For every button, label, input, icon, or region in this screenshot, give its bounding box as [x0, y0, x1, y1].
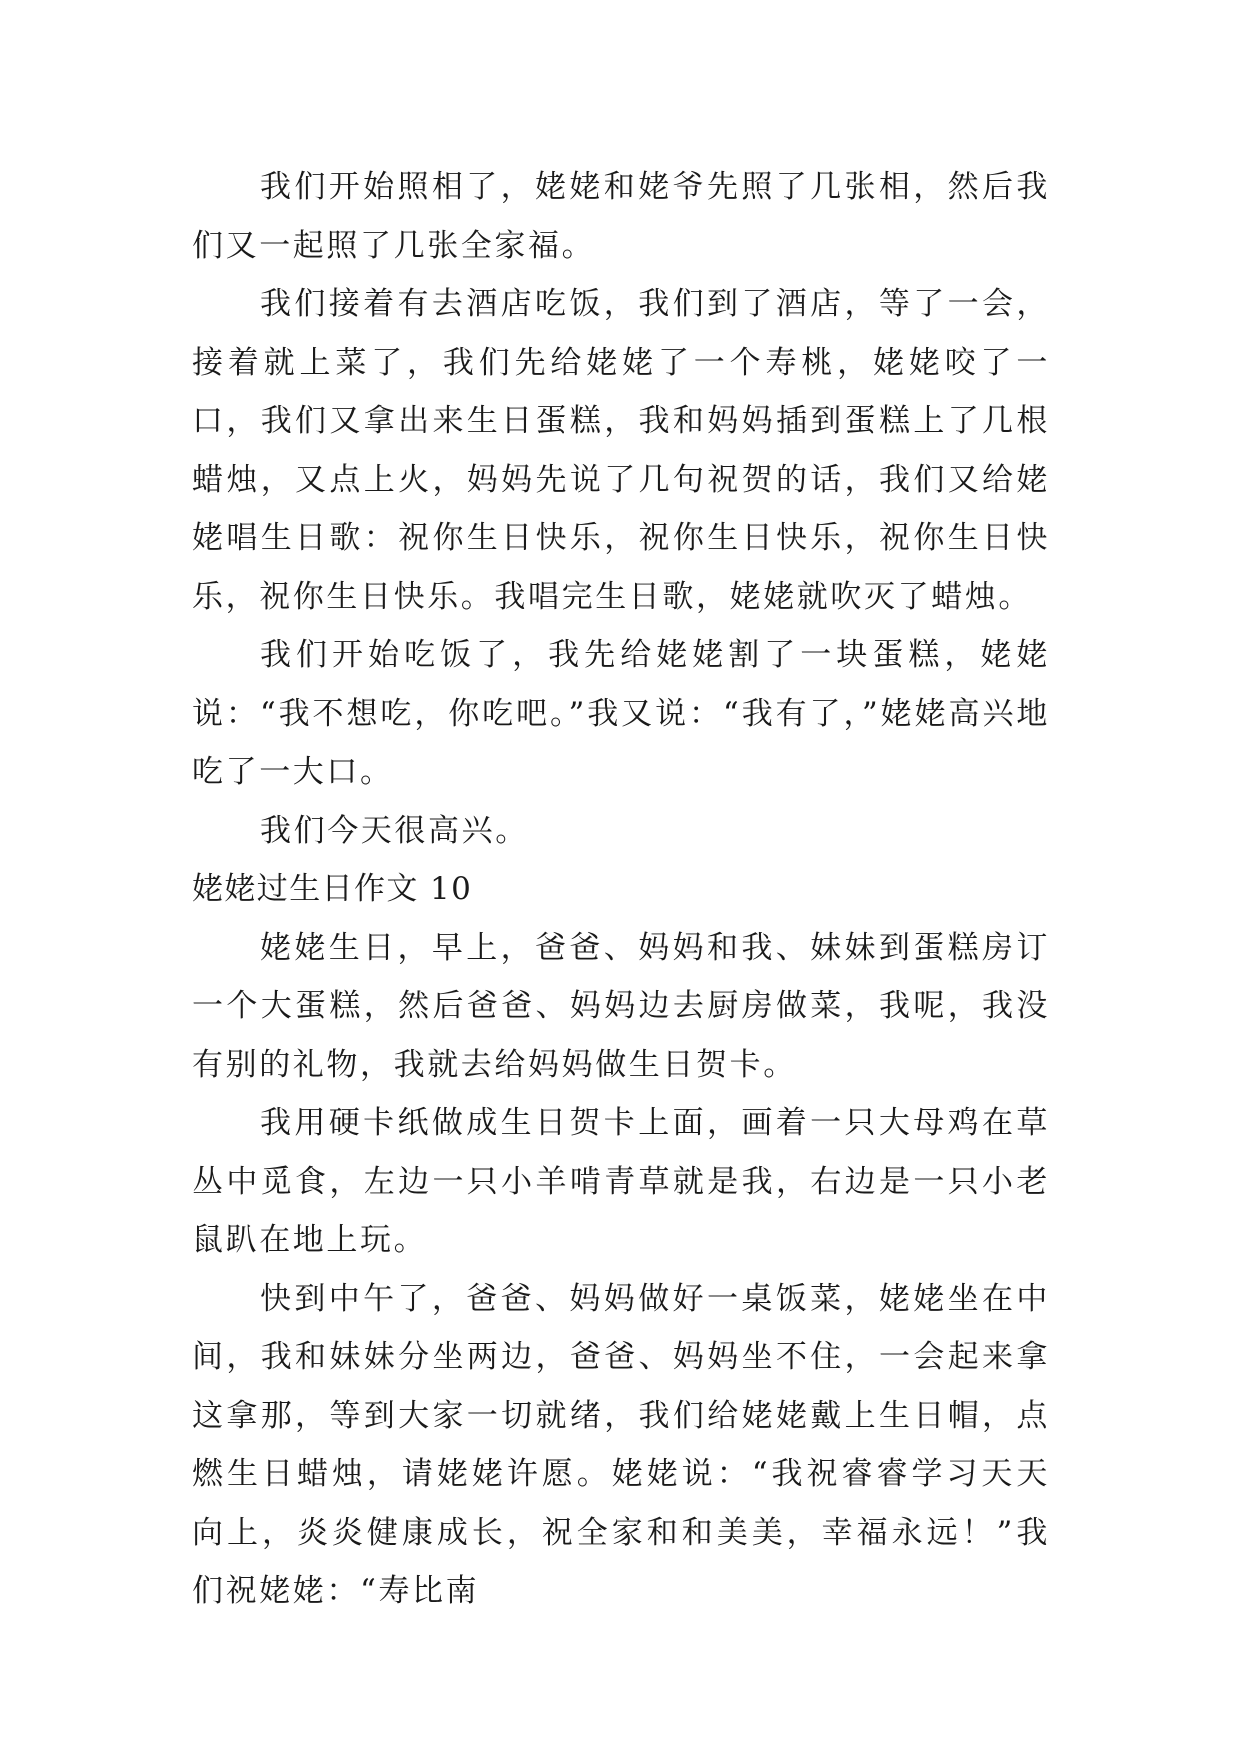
paragraph-happy: 我们今天很高兴。	[260, 812, 529, 849]
paragraph-cake: 我们开始吃饭了，我先给姥姥割了一块蛋糕，姥姥说：“我不想吃，你吃吧。”我又说：“我有了，”姥姥高兴地吃了一大口。	[192, 637, 1050, 790]
paragraph-noon: 快到中午了，爸爸、妈妈做好一桌饭菜，姥姥坐在中间，我和妹妹分坐两边，爸爸、妈妈坐不住，一会起来拿这拿那，等到大家一切就绪，我们给姥姥戴上生日帽，点燃生日蜡烛，请姥姥许愿。姥姥说：“我祝睿睿学习天天向上，炎炎健康成长，祝全家和和美美，幸福永远！”我们祝姥姥：“寿比南	[192, 1280, 1050, 1609]
paragraph-morning: 姥姥生日，早上，爸爸、妈妈和我、妹妹到蛋糕房订一个大蛋糕，然后爸爸、妈妈边去厨房做菜，我呢，我没有别的礼物，我就去给妈妈做生日贺卡。	[192, 929, 1050, 1083]
paragraph-card: 我用硬卡纸做成生日贺卡上面，画着一只大母鸡在草丛中觅食，左边一只小羊啃青草就是我，右边是一只小老鼠趴在地上玩。	[192, 1105, 1050, 1258]
paragraph-photos: 我们开始照相了，姥姥和姥爷先照了几张相，然后我们又一起照了几张全家福。	[192, 169, 1050, 264]
document-body	[192, 158, 1050, 1621]
section-heading: 姥姥过生日作文 10	[192, 871, 473, 907]
paragraph-restaurant: 我们接着有去酒店吃饭，我们到了酒店，等了一会，接着就上菜了，我们先给姥姥了一个寿桃，姥姥咬了一口，我们又拿出来生日蛋糕，我和妈妈插到蛋糕上了几根蜡烛，又点上火，妈妈先说了几句祝贺的话，我们又给姥姥唱生日歌：祝你生日快乐，祝你生日快乐，祝你生日快乐，祝你生日快乐。我唱完生日歌，姥姥就吹灭了蜡烛。	[192, 286, 1050, 615]
